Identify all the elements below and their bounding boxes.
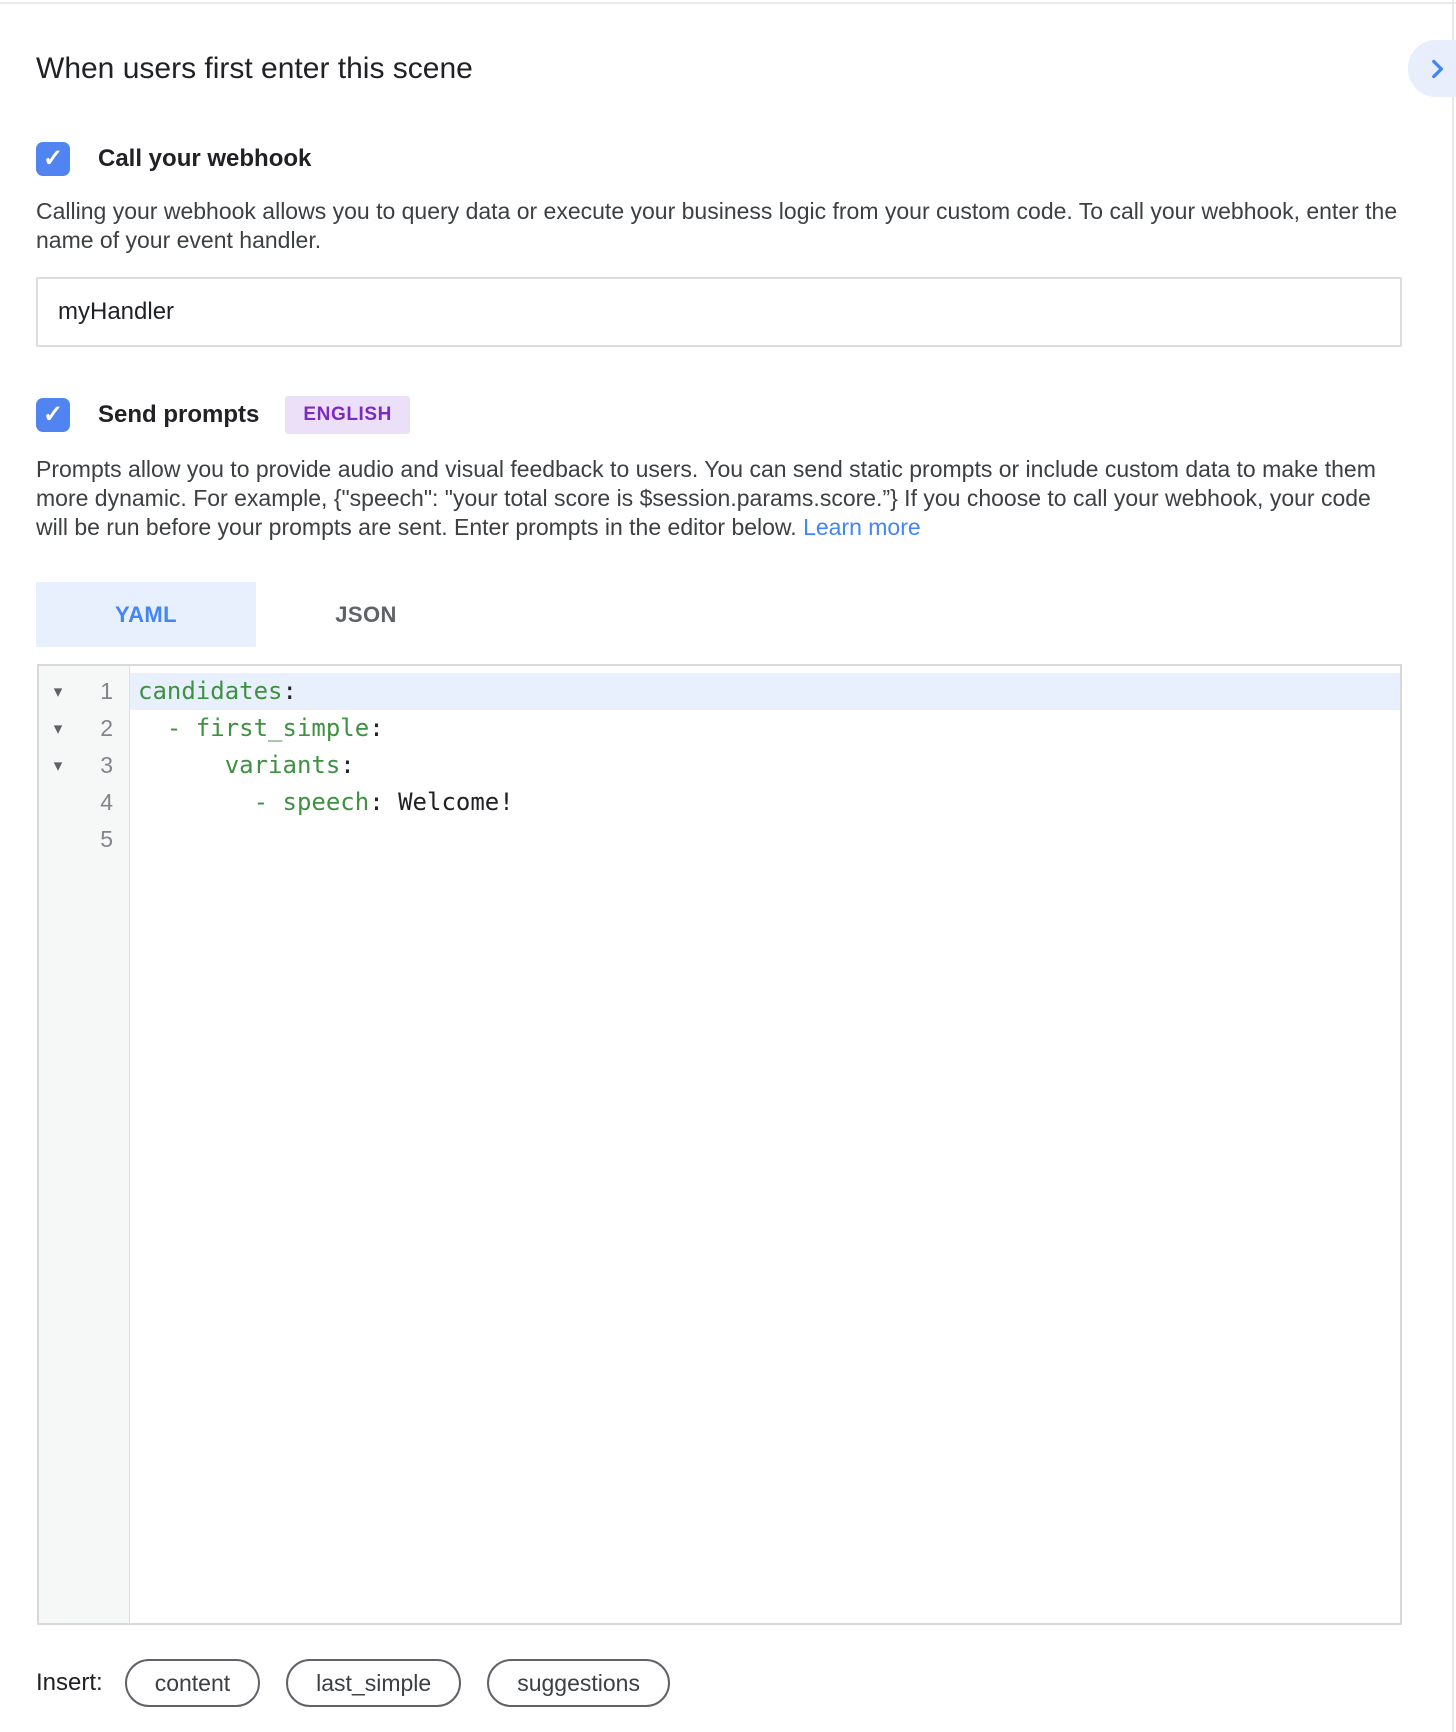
- editor-format-tabs: [36, 582, 1402, 647]
- send-prompts-label: Send prompts: [98, 401, 260, 428]
- code-token-key: - speech: [138, 788, 370, 816]
- gutter-row: [39, 710, 129, 747]
- code-line-2[interactable]: [130, 710, 1400, 747]
- line-number: 3: [100, 752, 113, 778]
- code-line-1[interactable]: [130, 673, 1400, 710]
- fold-arrow-icon[interactable]: ▾: [53, 681, 63, 701]
- code-token-key: - first_simple: [138, 714, 370, 742]
- send-prompts-row: [36, 396, 1402, 434]
- insert-suggestions-button[interactable]: suggestions: [487, 1659, 670, 1707]
- code-token-plain: :: [369, 788, 384, 816]
- code-token-value: Welcome!: [383, 788, 514, 816]
- line-number: 2: [100, 715, 113, 741]
- code-line-4[interactable]: [130, 784, 1400, 821]
- insert-content-button[interactable]: content: [125, 1659, 260, 1707]
- code-line-3[interactable]: [130, 747, 1400, 784]
- fold-arrow-icon[interactable]: ▾: [53, 755, 63, 775]
- call-webhook-row: [36, 142, 1402, 176]
- checkmark-icon: ✓: [42, 401, 64, 428]
- prompts-description: [36, 455, 1402, 542]
- prompt-code-editor[interactable]: [37, 664, 1402, 1625]
- insert-last-simple-button[interactable]: last_simple: [286, 1659, 461, 1707]
- send-prompts-checkbox[interactable]: [36, 398, 70, 432]
- insert-toolbar: [36, 1659, 1402, 1707]
- code-token-plain: :: [369, 714, 384, 742]
- tab-yaml[interactable]: YAML: [36, 582, 256, 647]
- fold-arrow-icon[interactable]: ▾: [53, 718, 63, 738]
- prompts-description-text: Prompts allow you to provide audio and visual feedback to users. You can send static prompts or include custom data to make them more dynamic. For example, {"speech": "your total score is $session.params.score.”} If you choose to call your webhook, your code will be run before your prompts are sent. Enter prompts in the editor below.: [36, 456, 1376, 540]
- code-token-plain: :: [340, 751, 355, 779]
- line-number: 1: [100, 678, 113, 704]
- line-number: 4: [100, 789, 113, 815]
- editor-code[interactable]: [130, 666, 1400, 1623]
- webhook-description: Calling your webhook allows you to query data or execute your business logic from your custom code. To call your webhook, enter the name of your event handler.: [36, 198, 1398, 253]
- code-token-key: variants: [138, 751, 341, 779]
- call-webhook-checkbox[interactable]: [36, 142, 70, 176]
- collapse-panel-button[interactable]: [1408, 40, 1456, 97]
- gutter-row: [39, 747, 129, 784]
- code-token-plain: :: [282, 677, 297, 705]
- language-badge: ENGLISH: [285, 396, 410, 434]
- event-handler-input[interactable]: [36, 277, 1402, 347]
- tab-json[interactable]: JSON: [256, 582, 476, 647]
- line-number: 5: [100, 826, 113, 852]
- learn-more-link[interactable]: Learn more: [803, 514, 921, 540]
- call-webhook-label: Call your webhook: [98, 145, 312, 172]
- gutter-row: [39, 673, 129, 710]
- code-token-key: candidates: [138, 677, 283, 705]
- checkmark-icon: ✓: [42, 145, 64, 172]
- insert-label: Insert:: [36, 1669, 103, 1696]
- code-line-5[interactable]: [130, 821, 1400, 858]
- editor-gutter: [39, 666, 130, 1623]
- panel-right-border: [1452, 0, 1454, 1732]
- gutter-row: [39, 784, 129, 821]
- page-title: When users first enter this scene: [36, 52, 473, 85]
- chevron-right-icon: [1424, 56, 1450, 82]
- gutter-row: [39, 821, 129, 858]
